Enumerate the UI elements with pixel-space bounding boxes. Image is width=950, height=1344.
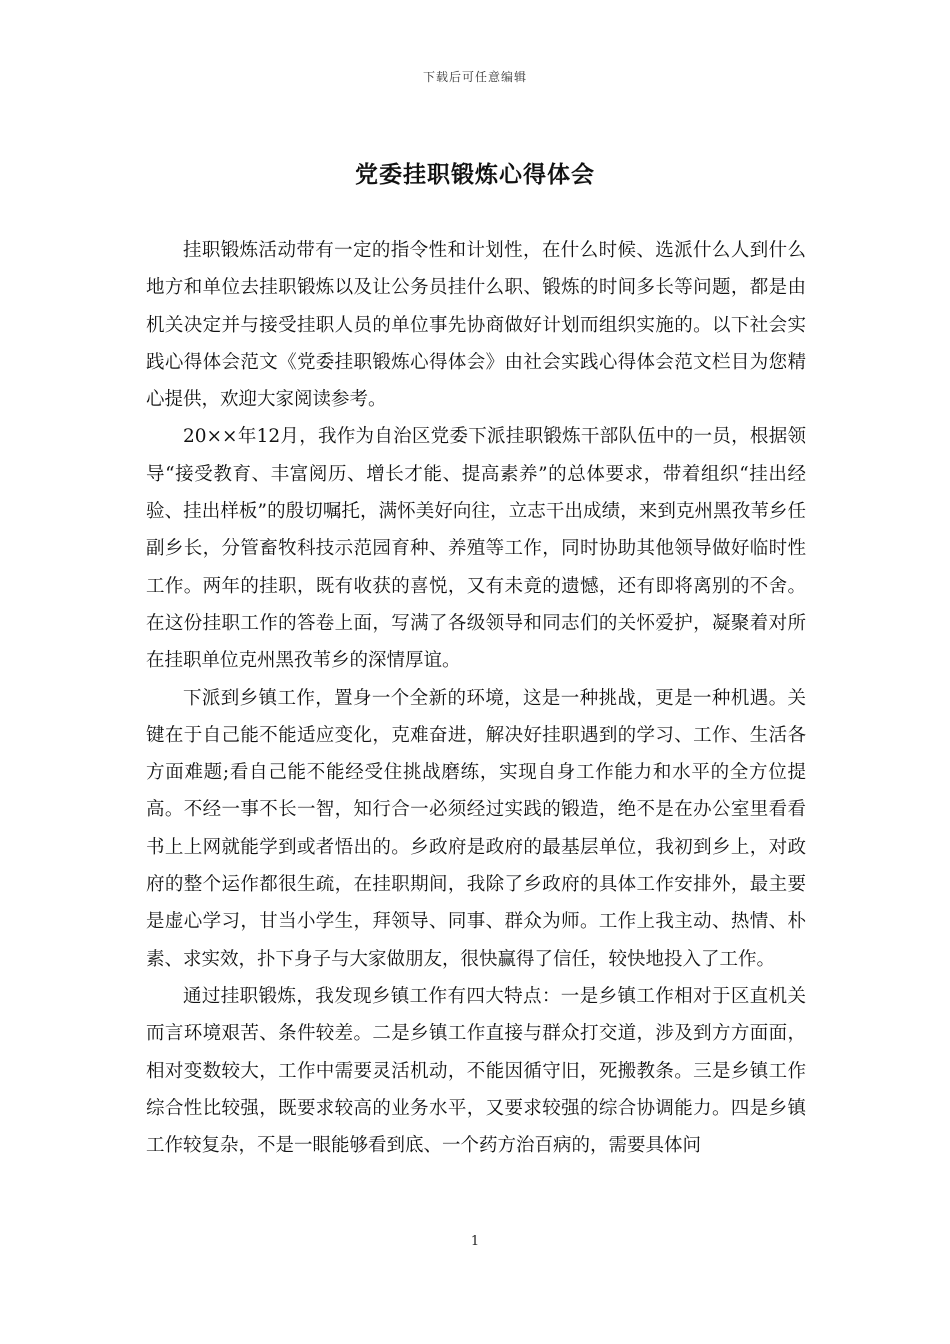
document-title: 党委挂职锻炼心得体会 [355,161,595,188]
paragraph-1: 挂职锻炼活动带有一定的指令性和计划性，在什么时候、选派什么人到什么地方和单位去挂职锻炼以及让公务员挂什么职、锻炼的时间多长等问题，都是由机关决定并与接受挂职人员的单位事先协商做好计划而组织实施的。以下社会实践心得体会范文《党委挂职锻炼心得体会》由社会实践心得体会范文栏目为您精心提供，欢迎大家阅读参考。 [146,240,806,411]
paragraph-2: 20××年12月，我作为自治区党委下派挂职锻炼干部队伍中的一员，根据领导“接受教育、丰富阅历、增长才能、提高素养”的总体要求，带着组织“挂出经验、挂出样板”的殷切嘱托，满怀美好向往，立志干出成绩，来到克州黑孜苇乡任副乡长，分管畜牧科技示范园育种、养殖等工作，同时协助其他领导做好临时性工作。两年的挂职，既有收获的喜悦，又有未竟的遗憾，还有即将离别的不舍。在这份挂职工作的答卷上面，写满了各级领导和同志们的关怀爱护，凝聚着对所在挂职单位克州黑孜苇乡的深情厚谊。 [146,426,806,672]
paragraph-4: 通过挂职锻炼，我发现乡镇工作有四大特点：一是乡镇工作相对于区直机关而言环境艰苦、条件较差。二是乡镇工作直接与群众打交道，涉及到方方面面，相对变数较大，工作中需要灵活机动，不能因循守旧，死搬教条。三是乡镇工作综合性比较强，既要求较高的业务水平，又要求较强的综合协调能力。四是乡镇工作较复杂，不是一眼能够看到底、一个药方治百病的，需要具体问 [146,985,806,1157]
page-number: 1 [470,1234,480,1249]
document-body [146,232,806,1164]
header-note: 下载后可任意编辑 [422,70,527,84]
paragraph-3: 下派到乡镇工作，置身一个全新的环境，这是一种挑战，更是一种机遇。关键在于自己能不能适应变化，克难奋进，解决好挂职遇到的学习、工作、生活各方面难题;看自己能不能经受住挑战磨练，实现自身工作能力和水平的全方位提高。不经一事不长一智，知行合一必须经过实践的锻造，绝不是在办公室里看看书上上网就能学到或者悟出的。乡政府是政府的最基层单位，我初到乡上，对政府的整个运作都很生疏，在挂职期间，我除了乡政府的具体工作安排外，最主要是虚心学习，甘当小学生，拜领导、同事、群众为师。工作上我主动、热情、朴素、求实效，扑下身子与大家做朋友，很快赢得了信任，较快地投入了工作。 [146,687,806,970]
